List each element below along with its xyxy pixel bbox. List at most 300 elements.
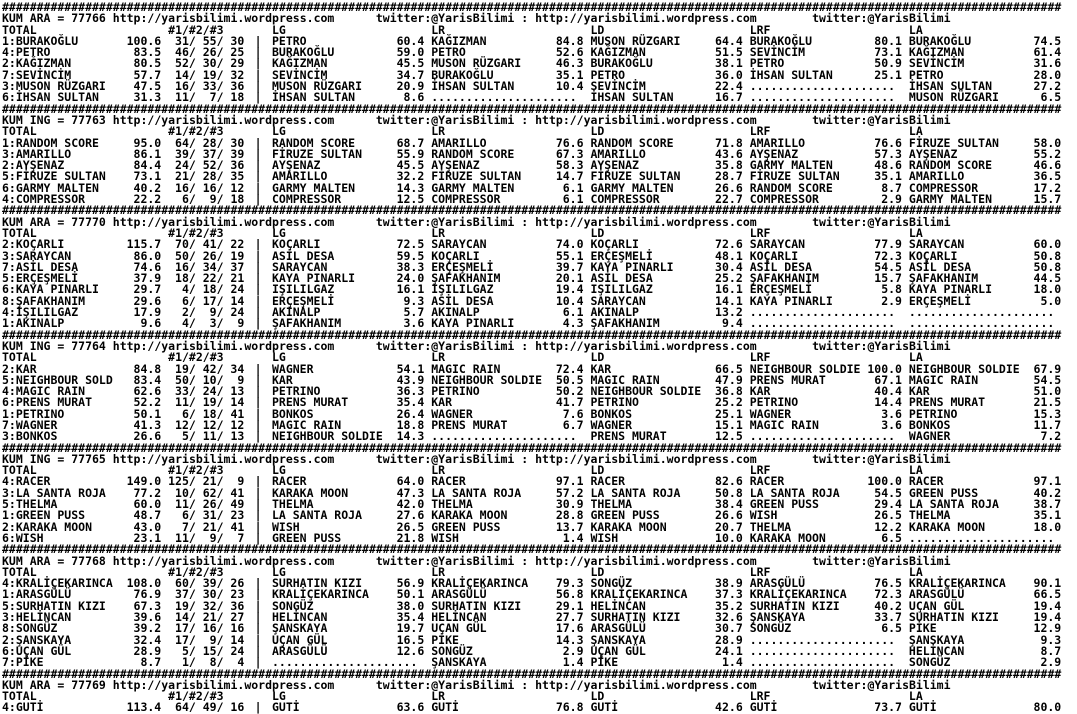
stat-value: 73.1 (874, 45, 902, 60)
stat-value: 100.0 (867, 474, 902, 489)
total-value: 8.7 (140, 655, 162, 670)
horse-name: GUTİ (271, 700, 300, 714)
link-separator-icon: : (521, 11, 529, 26)
place-counts: 16/ 16/ 12 (175, 180, 245, 195)
horse-name: HELİNCAN (908, 643, 965, 658)
total-value: 77.2 (133, 485, 162, 500)
stat-value: 10.4 (555, 293, 584, 308)
stat-value: 2.9 (562, 643, 584, 658)
horse-name: KRALİÇEKARINCA (431, 576, 529, 591)
total-value: 17.9 (133, 305, 162, 320)
stat-value: 35.2 (715, 598, 743, 613)
link-separator-icon: : (521, 112, 529, 127)
total-value: 83.4 (133, 372, 162, 387)
column-divider: | (254, 372, 262, 387)
column-header-counts: #1/#2/#3 (168, 225, 224, 240)
horse-name: ŞAFAKHANIM (908, 271, 979, 286)
stat-value: 54.5 (1033, 372, 1062, 387)
horse-entry: 1:PETRINO (2, 406, 65, 421)
twitter-handle: twitter:@YarisBilimi (375, 214, 515, 229)
horse-name: KAĞIZMAN (908, 45, 965, 60)
horse-name: MAGIC RAIN (908, 372, 979, 387)
total-value: 28.9 (133, 643, 162, 658)
stat-value: 26.5 (396, 519, 425, 534)
horse-name: ŞANSKAYA (271, 621, 328, 636)
horse-entry: 3:BONKOS (2, 429, 58, 444)
total-value: 95.0 (133, 135, 162, 150)
stat-value: 67.1 (874, 372, 902, 387)
stat-value: 45.5 (396, 56, 425, 71)
stat-value: 6.5 (1040, 90, 1062, 105)
stat-value: 73.7 (874, 700, 902, 714)
horse-name: IŞILILGAZ (431, 282, 494, 297)
empty-cell-dots: ..................... (749, 655, 896, 670)
horse-entry: 3:LA SANTA ROJA (2, 485, 106, 500)
column-header-total: TOTAL (2, 22, 37, 37)
place-counts: 6/ 18/ 41 (181, 406, 245, 421)
column-divider: | (254, 282, 262, 297)
horse-name: ASİL DESA (908, 259, 972, 274)
horse-name: ERÇEŞMELİ (749, 282, 812, 297)
horse-name: ARASGÜLÜ (749, 576, 806, 591)
stat-value: 20.7 (715, 519, 743, 534)
column-divider: | (254, 158, 262, 173)
horse-name: KAYA PINARLI (271, 271, 356, 286)
horse-name: SURHATIN KIZI (590, 610, 681, 625)
horse-name: ERÇEŞMELİ (431, 259, 494, 274)
stat-value: 12.9 (1033, 621, 1062, 636)
total-value: 29.7 (133, 282, 162, 297)
total-value: 73.1 (133, 169, 162, 184)
stat-value: 33.7 (874, 610, 902, 625)
horse-name: GARMY MALTEN (271, 180, 356, 195)
horse-entry: 6:GARMY MALTEN (2, 180, 99, 195)
total-value: 31.3 (133, 90, 162, 105)
horse-name: AYŞENAZ (271, 158, 321, 173)
separator-line: ######################################################################################################################################################### (2, 440, 1062, 455)
horse-name: GREEN PUSS (431, 519, 501, 534)
site-url: http://yarisbilimi.wordpress.com (112, 553, 335, 568)
stat-value: 12.2 (874, 519, 902, 534)
horse-entry: 6:KAYA PINARLI (2, 282, 99, 297)
stat-value: 40.2 (874, 598, 902, 613)
stat-value: 2.9 (881, 192, 902, 207)
horse-name: KAR (431, 395, 452, 410)
column-header-ld: LD (590, 22, 605, 37)
stat-value: 3.6 (403, 316, 425, 331)
place-counts: 11/ 9/ 7 (175, 530, 245, 545)
horse-name: HELİNCAN (590, 598, 646, 613)
stat-value: 36.8 (715, 384, 743, 399)
stat-value: 5.7 (403, 305, 425, 320)
stat-value: 41.7 (555, 395, 584, 410)
column-divider: | (254, 67, 262, 82)
horse-name: PETRO (749, 56, 785, 71)
group-lg (272, 702, 424, 713)
column-header-ld: LD (590, 689, 605, 704)
stat-value: 66.5 (1033, 587, 1062, 602)
place-counts: 6/ 9/ 18 (181, 192, 245, 207)
horse-name: GREEN PUSS (271, 530, 342, 545)
horse-name: NEIGHBOUR SOLDIE (590, 384, 702, 399)
horse-name: ASİL DESA (590, 271, 653, 286)
stat-value: 21.8 (396, 530, 425, 545)
twitter-handle: twitter:@YarisBilimi (812, 451, 951, 466)
place-counts: 60/ 39/ 26 (175, 576, 245, 591)
column-divider: | (254, 271, 262, 286)
stat-value: 10.4 (555, 79, 584, 94)
place-counts: 6/ 31/ 23 (181, 508, 245, 523)
horse-name: RANDOM SCORE (590, 135, 674, 150)
column-divider: | (254, 530, 262, 545)
horse-name: SURHATIN KIZI (431, 598, 522, 613)
twitter-handle: twitter:@YarisBilimi (812, 553, 951, 568)
horse-name: GUTİ (431, 700, 459, 714)
stat-value: 100.0 (867, 361, 902, 376)
horse-name: MAGIC RAIN (590, 372, 660, 387)
group-ld (590, 702, 742, 713)
site-url: http://yarisbilimi.wordpress.com (535, 112, 757, 127)
column-header-lrf: LRF (749, 463, 771, 478)
stat-value: 74.0 (555, 237, 584, 252)
stat-value: 42.6 (715, 700, 743, 714)
place-counts: 10/ 62/ 41 (175, 485, 245, 500)
empty-cell-dots: ..................... (908, 530, 1055, 545)
horse-entry: 3:MUSON RÜZGARI (2, 79, 106, 94)
horse-name: ERÇEŞMELİ (908, 293, 972, 308)
stat-value: 55.1 (555, 248, 584, 263)
stat-value: 36.5 (1033, 169, 1062, 184)
horse-name: RACER (908, 474, 944, 489)
horse-name: FİRUZE SULTAN (749, 169, 840, 184)
horse-name: KAĞIZMAN (590, 45, 646, 60)
horse-name: SARAYCAN (908, 237, 965, 252)
horse-name: NEIGHBOUR SOLDIE (271, 429, 383, 444)
horse-entry: 1:GREEN PUSS (2, 508, 86, 523)
stat-value: 38.4 (715, 497, 743, 512)
horse-name: PETRO (431, 45, 466, 60)
stat-value: 8.7 (881, 180, 902, 195)
horse-name: BURAKOĞLU (590, 56, 653, 71)
column-header-lg: LG (271, 22, 286, 37)
twitter-handle: twitter:@YarisBilimi (812, 11, 951, 26)
group-lr (431, 702, 583, 713)
horse-name: SONGÜZ (749, 621, 792, 636)
place-counts: 14/ 21/ 27 (175, 610, 245, 625)
total-value: 60.0 (133, 497, 162, 512)
data-row (2, 702, 1077, 713)
horse-name: PRENS MURAT (908, 395, 986, 410)
horse-name: KARAKA MOON (749, 530, 826, 545)
horse-name: İHSAN SULTAN (271, 90, 356, 105)
horse-name: GARMY MALTEN (908, 192, 993, 207)
stat-value: 43.6 (715, 146, 743, 161)
stat-value: 84.8 (555, 33, 584, 48)
horse-name: COMPRESSOR (590, 192, 660, 207)
column-header-lr: LR (431, 225, 446, 240)
horse-name: AYŞENAZ (908, 146, 958, 161)
horse-name: WISH (590, 530, 619, 545)
stat-value: 90.1 (1033, 576, 1062, 591)
stat-value: 6.5 (881, 621, 902, 636)
column-divider: | (254, 655, 262, 670)
stat-value: 79.3 (555, 576, 584, 591)
column-divider: | (254, 384, 262, 399)
column-header-la: LA (908, 350, 923, 365)
stat-value: 35.4 (396, 610, 425, 625)
place-counts: 12/ 12/ 12 (175, 417, 245, 432)
twitter-handle: twitter:@YarisBilimi (812, 112, 951, 127)
horse-entry: 4:COMPRESSOR (2, 192, 86, 207)
place-counts: 64/ 28/ 30 (175, 135, 245, 150)
horse-name: ARASGÜLÜ (908, 587, 965, 602)
column-divider: | (254, 45, 262, 60)
column-header-lg: LG (271, 124, 286, 139)
place-counts: 5/ 11/ 13 (181, 429, 245, 444)
horse-name: NEIGHBOUR SOLDIE (431, 372, 542, 387)
horse-name: WAGNER (271, 361, 314, 376)
horse-name: KAYA PINARLI (590, 259, 674, 274)
stat-value: 58.3 (555, 158, 584, 173)
stat-value: 50.2 (555, 384, 584, 399)
column-divider: | (254, 169, 262, 184)
horse-name: RACER (590, 474, 626, 489)
total-value: 29.6 (133, 293, 162, 308)
stat-value: 48.6 (874, 158, 902, 173)
stat-value: 42.0 (396, 497, 425, 512)
stat-value: 20.9 (396, 79, 425, 94)
horse-name: WISH (271, 519, 300, 534)
horse-name: AMARILLO (431, 135, 487, 150)
horse-name: ŞAFAKHANIM (590, 316, 660, 331)
horse-name: SEVİNCİM (271, 67, 328, 82)
total-value: 83.5 (133, 45, 162, 60)
column-divider: | (254, 643, 262, 658)
column-header-lrf: LRF (749, 124, 771, 139)
site-url: http://yarisbilimi.wordpress.com (535, 451, 757, 466)
place-counts: 19/ 42/ 34 (175, 361, 245, 376)
column-header-counts: #1/#2/#3 (168, 350, 224, 365)
horse-name: GUTİ (908, 700, 937, 714)
place-counts: 14/ 19/ 32 (175, 67, 245, 82)
stat-value: 54.1 (396, 361, 425, 376)
column-header-counts: #1/#2/#3 (168, 463, 224, 478)
horse-name: MUSON RÜZGARI (908, 90, 999, 105)
stat-value: 26.4 (396, 406, 425, 421)
site-url: http://yarisbilimi.wordpress.com (112, 677, 335, 692)
stat-value: 51.5 (715, 45, 743, 60)
horse-name: PETRO (271, 33, 307, 48)
horse-name: ARASGÜLÜ (431, 587, 487, 602)
stat-value: 6.1 (562, 305, 584, 320)
stat-value: 16.7 (715, 90, 743, 105)
horse-name: ARASGÜLÜ (271, 643, 328, 658)
place-counts: 11/ 26/ 49 (175, 497, 245, 512)
horse-name: GREEN PUSS (908, 485, 979, 500)
stat-value: 4.3 (562, 316, 584, 331)
stat-value: 35.4 (396, 395, 425, 410)
stat-value: 46.6 (1033, 158, 1062, 173)
twitter-handle: twitter:@YarisBilimi (812, 677, 951, 692)
horse-name: PETRINO (271, 384, 321, 399)
stat-value: 16.5 (396, 632, 425, 647)
stat-value: 14.3 (555, 632, 584, 647)
site-url: http://yarisbilimi.wordpress.com (112, 11, 335, 26)
total-value: 84.8 (133, 361, 162, 376)
horse-name: KARAKA MOON (271, 485, 349, 500)
total-value: 86.0 (133, 248, 162, 263)
horse-name: UÇAN GÜL (908, 598, 965, 613)
column-header-lg: LG (271, 225, 286, 240)
horse-name: ŞANSKAYA (749, 610, 806, 625)
column-header-total: TOTAL (2, 463, 37, 478)
stat-value: 25.1 (715, 406, 743, 421)
stat-value: 71.8 (715, 135, 743, 150)
stat-value: 9.3 (403, 293, 425, 308)
column-header-total: TOTAL (2, 689, 37, 704)
horse-name: PİKE (590, 655, 619, 670)
stat-value: 59.0 (396, 45, 425, 60)
horse-name: PRENS MURAT (749, 372, 826, 387)
column-header-counts: #1/#2/#3 (168, 689, 224, 704)
horse-entry: 2:KAĞIZMAN (2, 56, 72, 71)
horse-name: GREEN PUSS (749, 497, 819, 512)
horse-name: KARAKA MOON (908, 519, 986, 534)
horse-name: SEVİNCİM (908, 56, 965, 71)
column-header-la: LA (908, 22, 923, 37)
horse-name: WISH (749, 508, 778, 523)
stat-value: 6.7 (562, 417, 584, 432)
horse-name: KRALİÇEKARINCA (590, 587, 688, 602)
horse-name: İHSAN SULTAN (908, 79, 993, 94)
horse-name: ŞAFAKHANIM (271, 316, 342, 331)
horse-name: SURHATIN KIZI (271, 576, 362, 591)
horse-name: SEVİNCİM (749, 45, 806, 60)
stat-value: 37.3 (715, 587, 743, 602)
horse-entry: 5:THELMA (2, 497, 58, 512)
separator-line: ######################################################################################################################################################### (2, 0, 1062, 14)
stat-value: 7.6 (562, 406, 584, 421)
stat-value: 15.3 (1033, 406, 1062, 421)
horse-name: LA SANTA ROJA (749, 485, 840, 500)
section-title: KUM ING = 77764 (2, 338, 106, 353)
horse-name: WAGNER (749, 406, 792, 421)
place-counts: 50/ 10/ 9 (175, 372, 245, 387)
column-header-ld: LD (590, 463, 605, 478)
horse-name: KOÇARLI (749, 248, 799, 263)
horse-name: KAYA PINARLI (431, 316, 515, 331)
link-separator-icon: : (521, 677, 529, 692)
column-divider: | (254, 180, 262, 195)
group-lrf (750, 702, 902, 713)
total-value: 100.6 (126, 33, 162, 48)
stat-value: 8.6 (403, 90, 425, 105)
place-counts: 2/ 9/ 24 (181, 305, 245, 320)
stat-value: 17.2 (1033, 180, 1062, 195)
horse-entry: 4:IŞILILGAZ (2, 305, 79, 320)
horse-name: PİKE (431, 632, 459, 647)
horse-name: KARAKA MOON (590, 519, 667, 534)
horse-name: MUSON RÜZGARI (271, 79, 362, 94)
twitter-handle: twitter:@YarisBilimi (375, 553, 515, 568)
horse-name: SARAYCAN (590, 293, 646, 308)
horse-entry: 1:ARASGÜLÜ (2, 587, 72, 602)
stat-value: 15.7 (1033, 192, 1062, 207)
horse-entry: 4:PETRO (2, 45, 51, 60)
stat-value: 50.8 (1033, 248, 1062, 263)
column-header-lg: LG (271, 350, 286, 365)
stat-value: 56.9 (396, 576, 425, 591)
horse-name: GARMY MALTEN (431, 180, 515, 195)
group-la (909, 702, 1061, 713)
stat-value: 5.0 (1040, 293, 1062, 308)
stat-value: 38.9 (715, 576, 743, 591)
empty-cell-dots: ..................... (431, 429, 577, 444)
horse-name: PİKE (908, 621, 937, 636)
stat-value: 3.6 (881, 417, 902, 432)
horse-name: BONKOS (271, 406, 314, 421)
stat-value: 11.7 (1033, 417, 1062, 432)
horse-entry: 1:AKINALP (2, 316, 65, 331)
horse-name: COMPRESSOR (749, 192, 819, 207)
total-value: 86.1 (133, 146, 162, 161)
column-header-lrf: LRF (749, 689, 771, 704)
column-divider: | (254, 259, 262, 274)
place-counts: 4/ 3/ 9 (181, 316, 245, 331)
stat-value: 38.7 (1033, 497, 1062, 512)
horse-name: COMPRESSOR (271, 192, 342, 207)
section-title: KUM ARA = 77768 (2, 553, 106, 568)
horse-name: RACER (749, 474, 785, 489)
stat-value: 55.9 (396, 146, 425, 161)
stat-value: 64.0 (396, 474, 425, 489)
horse-name: MAGIC RAIN (431, 361, 501, 376)
horse-name: KAR (908, 384, 930, 399)
total-value: 74.6 (133, 259, 162, 274)
column-divider: | (254, 237, 262, 252)
place-counts: 11/ 7/ 18 (175, 90, 245, 105)
stat-value: 76.8 (555, 700, 584, 714)
place-counts: 64/ 49/ 16 (175, 700, 245, 714)
column-divider: | (254, 700, 262, 714)
stat-value: 67.3 (555, 146, 584, 161)
horse-name: WISH (431, 530, 459, 545)
separator-line: ######################################################################################################################################################### (2, 542, 1062, 557)
stat-value: 38.1 (715, 56, 743, 71)
stat-value: 52.6 (555, 45, 584, 60)
horse-entry: 6:UÇAN GÜL (2, 643, 72, 658)
column-divider: | (254, 598, 262, 613)
column-header-total: TOTAL (2, 124, 37, 139)
stat-value: 6.1 (562, 192, 584, 207)
horse-name: FİRUZE SULTAN (590, 169, 681, 184)
horse-entry: 7:PİKE (2, 655, 44, 670)
horse-name: LA SANTA ROJA (908, 497, 999, 512)
stat-value: 7.2 (1040, 429, 1062, 444)
stat-value: 38.3 (396, 259, 425, 274)
horse-name: GARMY MALTEN (590, 180, 674, 195)
horse-entry: 5:FİRUZE SULTAN (2, 169, 106, 184)
horse-name: SONGÜZ (590, 576, 632, 591)
total-value: 76.9 (133, 587, 162, 602)
horse-name: PETRO (908, 67, 944, 82)
site-url: http://yarisbilimi.wordpress.com (535, 214, 757, 229)
horse-entry: 2:KOÇARLI (2, 237, 65, 252)
column-header-lr: LR (431, 124, 446, 139)
stat-value: 14.4 (874, 395, 902, 410)
horse-name: THELMA (590, 497, 632, 512)
horse-name: NEIGHBOUR SOLDIE (908, 361, 1020, 376)
